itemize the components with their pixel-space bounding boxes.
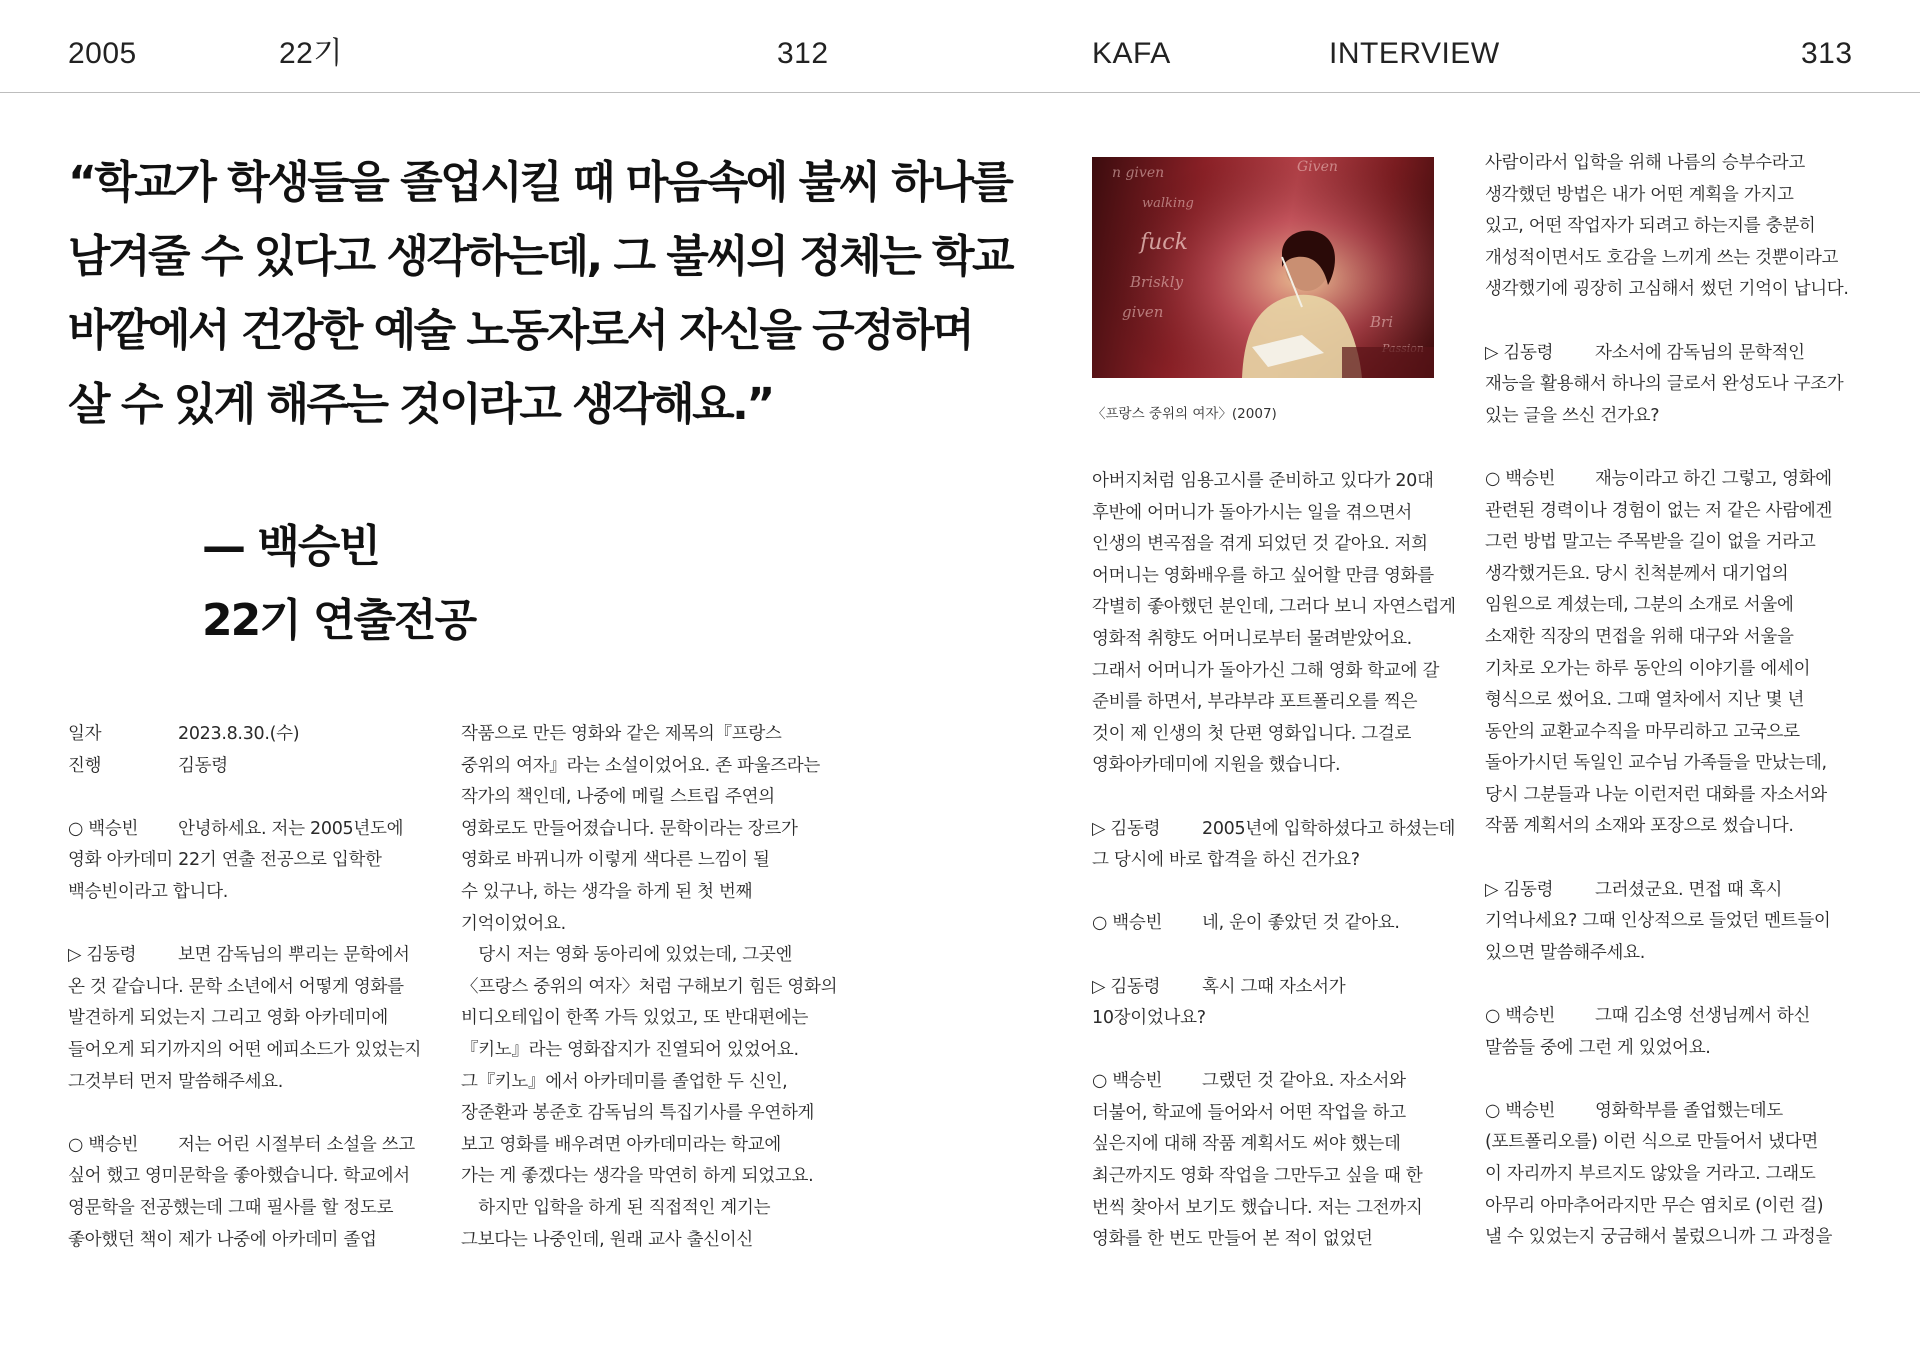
paragraph-line: 그 당시에 바로 합격을 하신 건가요? xyxy=(1092,850,1360,871)
line-text: 그때 김소영 선생님께서 하신 xyxy=(1595,1006,1811,1027)
paragraph-line: (포트폴리오를) 이런 식으로 만들어서 냈다면 xyxy=(1485,1132,1818,1153)
meta-date-label: 일자 xyxy=(68,724,102,744)
line-text: 안녕하세요. 저는 2005년도에 xyxy=(178,818,404,839)
paragraph-line: 좋아했던 책이 제가 나중에 아카데미 졸업 xyxy=(68,1229,377,1250)
paragraph-line: 사람이라서 입학을 위해 나름의 승부수라고 xyxy=(1485,153,1805,173)
line-text: 자소서에 감독님의 문학적인 xyxy=(1595,342,1805,363)
wall-word: n given xyxy=(1112,165,1165,181)
meta-host-label: 진행 xyxy=(68,755,102,776)
paragraph-line: 영화 아카데미 22기 연출 전공으로 입학한 xyxy=(68,850,382,871)
film-still-illustration xyxy=(1092,157,1434,378)
paragraph-line xyxy=(1092,1066,1462,1098)
paragraph-line: 번씩 찾아서 보기도 했습니다. 저는 그전까지 xyxy=(1092,1197,1423,1218)
quote-line: 남겨줄 수 있다고 생각하는데, 그 불씨의 정체는 학교 xyxy=(68,231,1013,282)
paragraph-line: 영문학을 전공했는데 그때 필사를 할 정도로 xyxy=(68,1197,394,1218)
speaker-question: ▷ 김동령 xyxy=(1092,818,1161,839)
paragraph-line: 보고 영화를 배우려면 아카데미라는 학교에 xyxy=(461,1134,781,1155)
paragraph-line: 중위의 여자』라는 소설이었어요. 존 파울즈라는 xyxy=(461,755,821,776)
paragraph-line: 있고, 어떤 작업자가 되려고 하는지를 충분히 xyxy=(1485,216,1816,237)
paragraph-line: 영화적 취향도 어머니로부터 물려받았어요. xyxy=(1092,628,1412,649)
line-text: 그러셨군요. 면접 때 혹시 xyxy=(1595,879,1783,900)
meta-host xyxy=(68,751,428,783)
line-text: 저는 어린 시절부터 소설을 쓰고 xyxy=(178,1134,415,1155)
paragraph-line: 『키노』라는 영화잡지가 진열되어 있었어요. xyxy=(461,1039,799,1060)
paragraph-line: 백승빈이라고 합니다. xyxy=(68,881,228,902)
line-text: 네, 운이 좋았던 것 같아요. xyxy=(1202,913,1400,934)
wall-word: Bri xyxy=(1370,313,1393,331)
paragraph-line: 더불어, 학교에 들어와서 어떤 작업을 하고 xyxy=(1092,1102,1406,1123)
paragraph-line: 기차로 오가는 하루 동안의 이야기를 에세이 xyxy=(1485,658,1811,679)
paragraph-line: 싶은지에 대해 작품 계획서도 써야 했는데 xyxy=(1092,1134,1401,1155)
wall-word: Briskly xyxy=(1130,273,1184,291)
header-org: KAFA xyxy=(1092,37,1171,70)
paragraph-line: 발견하게 되었는지 그리고 영화 아카데미에 xyxy=(68,1008,388,1029)
paragraph-line: 그보다는 나중인데, 원래 교사 출신이신 xyxy=(461,1229,753,1250)
paragraph-line xyxy=(1485,1096,1865,1128)
text-column-2 xyxy=(461,719,836,1256)
paragraph-line: 아버지처럼 임용고시를 준비하고 있다가 20대 xyxy=(1092,471,1434,491)
paragraph-line: 생각했기에 굉장히 고심해서 썼던 기억이 납니다. xyxy=(1485,279,1849,300)
line-text: 보면 감독님의 뿌리는 문학에서 xyxy=(178,945,410,966)
speaker-answer: ○ 백승빈 xyxy=(1092,1071,1163,1092)
speaker-answer: ○ 백승빈 xyxy=(1092,913,1163,934)
paragraph-line: 당시 그분들과 나눈 이런저런 대화를 자소서와 xyxy=(1485,784,1827,805)
paragraph-line xyxy=(1092,814,1462,846)
film-still-image xyxy=(1092,157,1434,378)
paragraph-line: 있으면 말씀해주세요. xyxy=(1485,942,1645,963)
paragraph-line: 영화로 바뀌니까 이렇게 색다른 느낌이 될 xyxy=(461,850,770,871)
text-column-4 xyxy=(1485,148,1865,1254)
paragraph-line: 그래서 어머니가 돌아가신 그해 영화 학교에 갈 xyxy=(1092,660,1440,681)
paragraph-line xyxy=(1485,338,1865,370)
paragraph-line: 있는 글을 쓰신 건가요? xyxy=(1485,405,1660,426)
paragraph-line: 비디오테입이 한쪽 가득 있었고, 또 반대편에는 xyxy=(461,1008,809,1029)
paragraph-line: 말씀들 중에 그런 게 있었어요. xyxy=(1485,1037,1711,1058)
paragraph-line: 하지만 입학을 하게 된 직접적인 계기는 xyxy=(461,1197,771,1218)
speaker-answer: ○ 백승빈 xyxy=(68,1134,139,1155)
wall-word: Given xyxy=(1297,159,1338,175)
paragraph-line xyxy=(68,1130,428,1162)
paragraph-line: 10장이었나요? xyxy=(1092,1008,1206,1029)
photo-caption: 〈프랑스 중위의 여자〉(2007) xyxy=(1092,406,1277,422)
speaker-question: ▷ 김동령 xyxy=(1092,976,1161,997)
paragraph-line: 임원으로 계셨는데, 그분의 소개로 서울에 xyxy=(1485,595,1794,616)
header-divider xyxy=(0,92,1920,93)
speaker-answer: ○ 백승빈 xyxy=(1485,1006,1556,1027)
wall-word: fuck xyxy=(1140,230,1188,255)
paragraph-line: 그『키노』에서 아카데미를 졸업한 두 신인, xyxy=(461,1071,788,1092)
line-text: 2005년에 입학하셨다고 하셨는데 xyxy=(1202,818,1456,839)
paragraph-line: 것이 제 인생의 첫 단편 영화입니다. 그걸로 xyxy=(1092,723,1412,744)
page-number-right: 313 xyxy=(1801,37,1853,70)
paragraph-line: 온 것 같습니다. 문학 소년에서 어떻게 영화를 xyxy=(68,976,404,997)
paragraph-line: 그것부터 먼저 말씀해주세요. xyxy=(68,1071,284,1092)
paragraph-line: 가는 게 좋겠다는 생각을 막연히 하게 되었고요. xyxy=(461,1166,814,1187)
meta-date xyxy=(68,719,428,751)
paragraph-line: 작가의 책인데, 나중에 메릴 스트립 주연의 xyxy=(461,787,775,808)
paragraph-line: 소재한 직장의 면접을 위해 대구와 서울을 xyxy=(1485,626,1794,647)
paragraph-line: 〈프랑스 중위의 여자〉처럼 구해보기 힘든 영화의 xyxy=(461,976,838,997)
paragraph-line: 최근까지도 영화 작업을 그만두고 싶을 때 한 xyxy=(1092,1166,1423,1187)
paragraph-line: 인생의 변곡점을 겪게 되었던 것 같아요. 저희 xyxy=(1092,534,1428,555)
quote-line: 바깥에서 건강한 예술 노동자로서 자신을 긍정하며 xyxy=(68,305,973,356)
page-number-left: 312 xyxy=(777,37,829,70)
paragraph-line: 장준환과 봉준호 감독님의 특집기사를 우연하게 xyxy=(461,1103,815,1124)
speaker-question: ▷ 김동령 xyxy=(1485,342,1554,363)
header-section: INTERVIEW xyxy=(1329,37,1500,70)
paragraph-line: 각별히 좋아했던 분인데, 그러다 보니 자연스럽게 xyxy=(1092,597,1456,618)
quote-line: “학교가 학생들을 졸업시킬 때 마음속에 불씨 하나를 xyxy=(68,157,1012,208)
quote-line: 살 수 있게 해주는 것이라고 생각해요.” xyxy=(68,379,773,430)
paragraph-line: 재능을 활용해서 하나의 글로서 완성도나 구조가 xyxy=(1485,374,1844,395)
line-text: 재능이라고 하긴 그렇고, 영화에 xyxy=(1595,468,1832,489)
paragraph-line: 그런 방법 말고는 주목받을 길이 없을 거라고 xyxy=(1485,532,1816,553)
paragraph-line: 생각했던 방법은 내가 어떤 계획을 가지고 xyxy=(1485,184,1794,205)
paragraph-line: 생각했거든요. 당시 친척분께서 대기업의 xyxy=(1485,563,1789,584)
signature-role: 22기 연출전공 xyxy=(202,595,476,646)
header-class: 22기 xyxy=(279,37,343,70)
paragraph-line: 들어오게 되기까지의 어떤 에피소드가 있었는지 xyxy=(68,1039,422,1060)
paragraph-line: 작품으로 만든 영화와 같은 제목의『프랑스 xyxy=(461,724,782,744)
paragraph-line: 수 있구나, 하는 생각을 하게 된 첫 번째 xyxy=(461,881,753,902)
paragraph-line: 어머니는 영화배우를 하고 싶어할 만큼 영화를 xyxy=(1092,565,1434,586)
speaker-answer: ○ 백승빈 xyxy=(1485,1100,1556,1121)
paragraph-line xyxy=(68,940,428,972)
line-text: 영화학부를 졸업했는데도 xyxy=(1595,1100,1783,1121)
paragraph-line xyxy=(1092,908,1462,940)
text-column-1 xyxy=(68,719,428,1256)
text-column-3 xyxy=(1092,466,1462,1256)
speaker-answer: ○ 백승빈 xyxy=(1485,468,1556,489)
paragraph-line: 관련된 경력이나 경험이 없는 저 같은 사람에겐 xyxy=(1485,500,1833,521)
paragraph-line: 준비를 하면서, 부랴부랴 포트폴리오를 찍은 xyxy=(1092,692,1418,713)
paragraph-line: 영화로도 만들어졌습니다. 문학이라는 장르가 xyxy=(461,818,798,839)
wall-word: given xyxy=(1122,303,1164,321)
paragraph-line xyxy=(1485,464,1865,496)
meta-date-value: 2023.8.30.(수) xyxy=(178,724,300,744)
paragraph-line: 동안의 교환교수직을 마무리하고 고국으로 xyxy=(1485,721,1800,742)
paragraph-line: 영화를 한 번도 만들어 본 적이 없었던 xyxy=(1092,1229,1373,1250)
speaker-answer: ○ 백승빈 xyxy=(68,818,139,839)
paragraph-line: 후반에 어머니가 돌아가시는 일을 겪으면서 xyxy=(1092,502,1412,523)
paragraph-line: 형식으로 썼어요. 그때 열차에서 지난 몇 년 xyxy=(1485,690,1805,711)
signature-name: — 백승빈 xyxy=(202,521,379,572)
paragraph-line xyxy=(1092,972,1462,1004)
paragraph-line: 당시 저는 영화 동아리에 있었는데, 그곳엔 xyxy=(461,945,793,966)
pull-quote xyxy=(68,146,1013,442)
paragraph-line: 돌아가시던 독일인 교수님 가족들을 만났는데, xyxy=(1485,753,1827,774)
paragraph-line: 기억이었어요. xyxy=(461,913,566,934)
paragraph-line xyxy=(1485,1001,1865,1033)
paragraph-line: 작품 계획서의 소재와 포장으로 썼습니다. xyxy=(1485,816,1794,837)
speaker-question: ▷ 김동령 xyxy=(1485,879,1554,900)
speaker-question: ▷ 김동령 xyxy=(68,945,137,966)
paragraph-line: 개성적이면서도 호감을 느끼게 쓰는 것뿐이라고 xyxy=(1485,247,1839,268)
paragraph-line xyxy=(1485,875,1865,907)
wall-word: walking xyxy=(1142,196,1194,211)
paragraph-line: 아무리 아마추어라지만 무슨 염치로 (이런 걸) xyxy=(1485,1195,1824,1216)
line-text: 혹시 그때 자소서가 xyxy=(1202,976,1346,997)
paragraph-line: 기억나세요? 그때 인상적으로 들었던 멘트들이 xyxy=(1485,911,1831,932)
meta-host-value: 김동령 xyxy=(178,755,228,776)
paragraph-line: 싶어 했고 영미문학을 좋아했습니다. 학교에서 xyxy=(68,1166,410,1187)
paragraph-line: 이 자리까지 부르지도 않았을 거라고. 그래도 xyxy=(1485,1164,1816,1184)
paragraph-line: 영화아카데미에 지원을 했습니다. xyxy=(1092,755,1341,776)
header-year: 2005 xyxy=(68,37,137,70)
line-text: 그랬던 것 같아요. 자소서와 xyxy=(1202,1071,1406,1092)
paragraph-line xyxy=(68,814,428,846)
paragraph-line: 낼 수 있었는지 궁금해서 불렀으니까 그 과정을 xyxy=(1485,1227,1833,1248)
quote-signature xyxy=(202,510,475,658)
